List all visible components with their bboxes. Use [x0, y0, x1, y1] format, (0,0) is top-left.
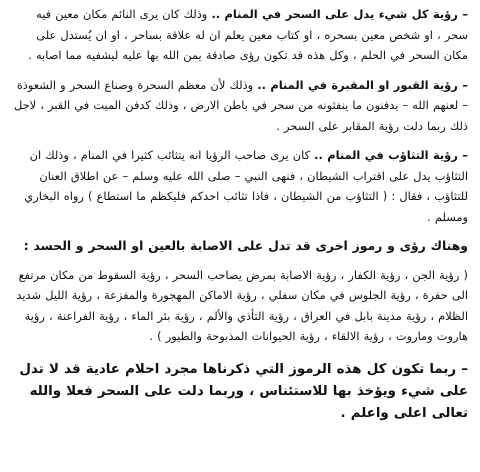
bullet-dash: –: [457, 7, 468, 21]
symbols-list: ( رؤية الجن ، رؤية الكفار ، رؤية الاصابة بمرض يصاحب السحر ، رؤية السقوط من مكان مرتفع الى حفرة ، رؤية الجلوس في مكان سفلي ، رؤية الاماكن المهجورة والمفزعة ، رؤية الليل شديد الظلام ، رؤية مدينة بابل في العراق ، رؤية التأذي والألم ، رؤية بئر الماء ، رؤية الفراعنة ، رؤية هاروت وماروت ، رؤية الالقاء ، رؤية الحيوانات المذبوحة والطيور ) .: [16, 267, 468, 343]
bullet-dash: –: [457, 148, 468, 162]
paragraph-graves: [12, 75, 468, 137]
paragraph-sign-of-magic: [12, 4, 468, 66]
conclusion-paragraph: – ربما تكون كل هذه الرموز التي ذكرناها مجرد احلام عادية قد لا تدل على شيء ويؤخذ بها للاستئناس ، وربما دلت على السحر فعلا والله تعالى اعلى واعلم .: [19, 361, 468, 421]
paragraph-title: رؤية كل شيء يدل على السحر في المنام ..: [211, 7, 458, 21]
paragraph-body: كان يرى صاحب الرؤيا انه يتثائب كثيرا في المنام ، وذلك ان التثاؤب يدل على اقتراب الشيطان ، فنهى النبي – صلى الله عليه وسلم – عن اطلاق العنان للتثاؤب ، فقال : ( التثاؤب من الشيطان ، فاذا تثائب احدكم فليكظم ما استطاع ) رواه البخاري ومسلم .: [24, 148, 468, 224]
paragraph-title: رؤية القبور او المقبرة في المنام ..: [257, 77, 458, 92]
paragraph-yawning: [12, 145, 468, 227]
bullet-dash: –: [457, 77, 468, 92]
section-heading: وهناك رؤى و رموز اخرى قد تدل على الاصابة بالعين او السحر و الحسد :: [23, 238, 468, 253]
paragraph-body: وذلك لأن معظم السحرة وصناع السحر و الشعوذة – لعنهم الله – يدفنون ما ينفثونه من سحر في باطن الارض ، وذلك كدفن الميت في القبر ، لاجل ذلك ربما دلت رؤية المقابر على السحر .: [13, 77, 468, 133]
paragraph-body: وذلك كان يرى النائم مكان معين فيه سحر ، او شخص معين بسحره ، او كتاب معين يعلم ان له علاقة بساحر ، او ان يُستدل على مكان السحر في الحلم ، وكل هذه قد تكون رؤى صادقة يمن الله بها عليه ليشفيه مما اصابه .: [28, 7, 468, 62]
paragraph-title: رؤية التثاؤب في المنام ..: [314, 148, 458, 162]
